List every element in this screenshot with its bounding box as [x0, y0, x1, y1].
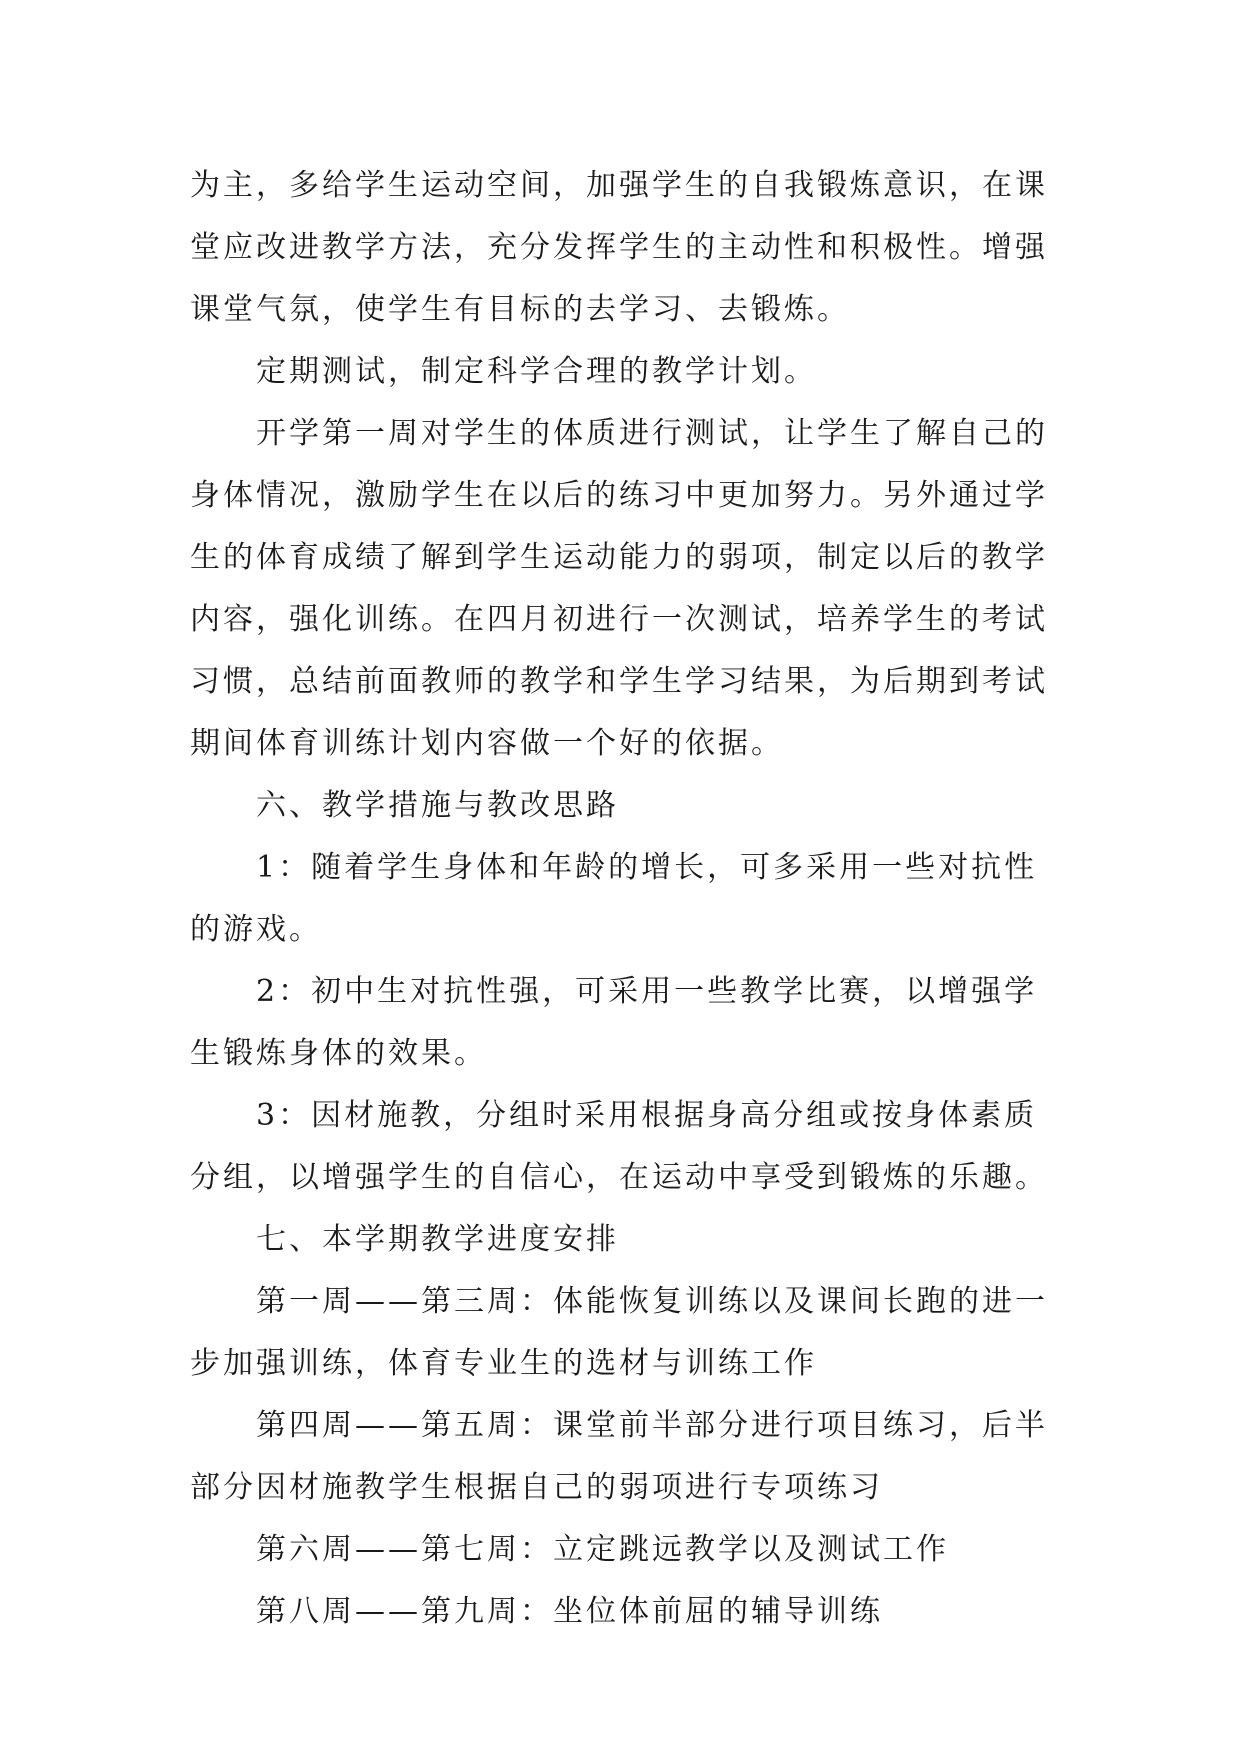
text-line: 生锻炼身体的效果。: [190, 1036, 487, 1071]
text-line: 定期测试，制定科学合理的教学计划。: [256, 354, 817, 389]
text-line: 第六周——第七周：立定跳远教学以及测试工作: [256, 1532, 949, 1567]
text-line: 堂应改进教学方法，充分发挥学生的主动性和积极性。增强: [190, 230, 1048, 265]
text-line: 期间体育训练计划内容做一个好的依据。: [190, 726, 784, 761]
text-line: 2：初中生对抗性强，可采用一些教学比赛，以增强学: [256, 974, 1038, 1009]
text-line: 3：因材施教，分组时采用根据身高分组或按身体素质: [256, 1098, 1038, 1133]
text-line: 习惯，总结前面教师的教学和学生学习结果，为后期到考试: [190, 664, 1048, 699]
text-line: 六、教学措施与教改思路: [256, 788, 619, 823]
text-line: 身体情况，激励学生在以后的练习中更加努力。另外通过学: [190, 478, 1048, 513]
text-line: 第八周——第九周：坐位体前屈的辅导训练: [256, 1594, 883, 1629]
text-line: 内容，强化训练。在四月初进行一次测试，培养学生的考试: [190, 602, 1048, 637]
text-line: 步加强训练，体育专业生的选材与训练工作: [190, 1346, 817, 1381]
text-line: 课堂气氛，使学生有目标的去学习、去锻炼。: [190, 292, 850, 327]
text-line: 部分因材施教学生根据自己的弱项进行专项练习: [190, 1470, 883, 1505]
text-line: 七、本学期教学进度安排: [256, 1222, 619, 1257]
text-line: 1：随着学生身体和年龄的增长，可多采用一些对抗性: [256, 850, 1038, 885]
text-line: 为主，多给学生运动空间，加强学生的自我锻炼意识，在课: [190, 168, 1048, 203]
text-line: 第一周——第三周：体能恢复训练以及课间长跑的进一: [256, 1284, 1048, 1319]
text-line: 生的体育成绩了解到学生运动能力的弱项，制定以后的教学: [190, 540, 1048, 575]
document-body: [190, 155, 1070, 1643]
text-line: 开学第一周对学生的体质进行测试，让学生了解自己的: [256, 416, 1048, 451]
text-line: 的游戏。: [190, 912, 322, 947]
text-line: 第四周——第五周：课堂前半部分进行项目练习，后半: [256, 1408, 1048, 1443]
text-line: 分组，以增强学生的自信心，在运动中享受到锻炼的乐趣。: [190, 1160, 1048, 1195]
